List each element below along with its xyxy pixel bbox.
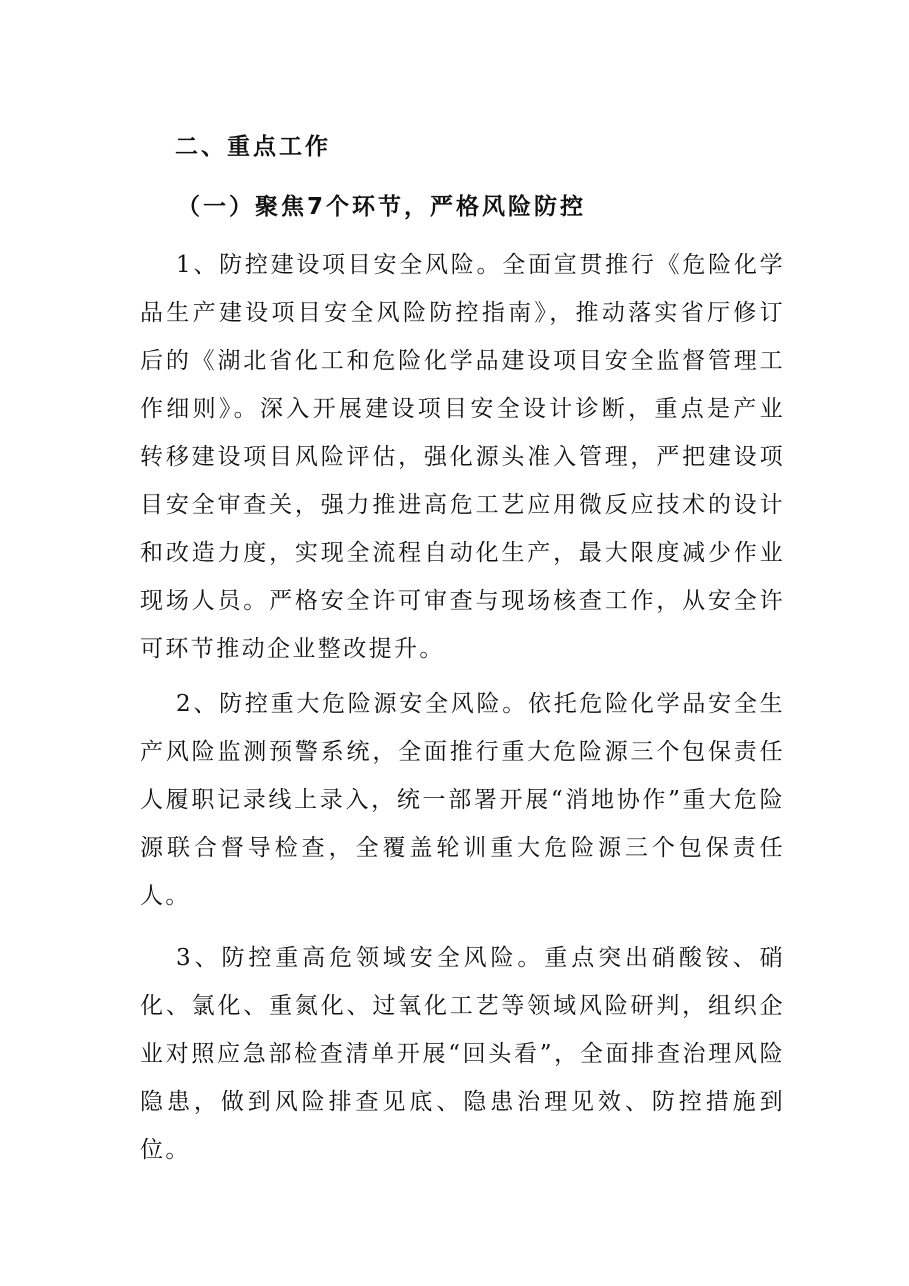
section-heading: 二、重点工作 bbox=[175, 134, 331, 160]
paragraph-1: 1、防控建设项目安全风险。全面宣贯推行《危险化学品生产建设项目安全风险防控指南》，推动落实省厅修订后的《湖北省化工和危险化学品建设项目安全监督管理工作细则》。深入开展建设项目安全设计诊断，重点是产业转移建设项目风险评估，强化源头准入管理，严把建设项目安全审查关，强力推进高危工艺应用微反应技术的设计和改造力度，实现全流程自动化生产，最大限度减少作业现场人员。严格安全许可审查与现场核查工作，从安全许可环节推动企业整改提升。 bbox=[140, 252, 785, 662]
subsection-heading: （一）聚焦7个环节，严格风险防控 bbox=[177, 194, 587, 220]
paragraph-3: 3、防控重高危领域安全风险。重点突出硝酸铵、硝化、氯化、重氮化、过氧化工艺等领域风险研判，组织企业对照应急部检查清单开展“回头看”，全面排查治理风险隐患，做到风险排查见底、隐患治理见效、防控措施到位。 bbox=[140, 945, 785, 1163]
paragraph-2: 2、防控重大危险源安全风险。依托危险化学品安全生产风险监测预警系统，全面推行重大危险源三个包保责任人履职记录线上录入，统一部署开展“消地协作”重大危险源联合督导检查，全覆盖轮训重大危险源三个包保责任人。 bbox=[140, 691, 785, 909]
